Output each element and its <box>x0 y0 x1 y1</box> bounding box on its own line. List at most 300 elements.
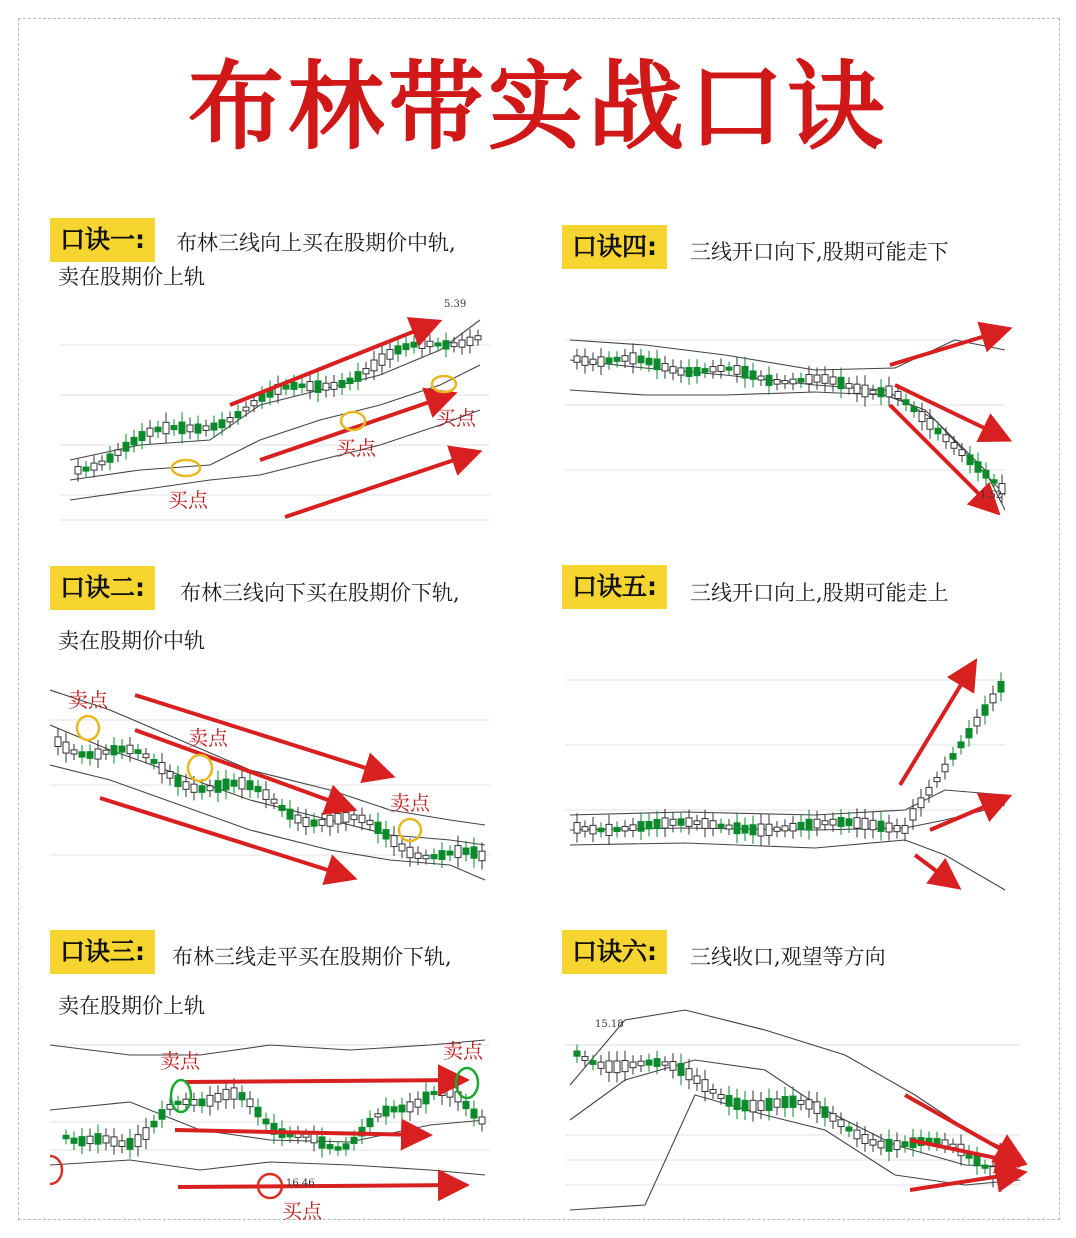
candle-body <box>99 461 105 465</box>
candle-body <box>343 813 349 823</box>
candle-body <box>475 336 481 340</box>
candle-body <box>782 1097 788 1108</box>
candle-body <box>247 781 253 790</box>
candle-body <box>894 1141 900 1150</box>
candle-body <box>670 819 676 825</box>
candle-body <box>927 418 933 429</box>
candle-body <box>630 353 636 364</box>
candle-body <box>710 1090 716 1094</box>
trend-arrow <box>900 665 973 785</box>
candle-body <box>395 346 401 354</box>
candle-body <box>383 830 389 839</box>
candle-body <box>239 778 245 789</box>
signal-label: 卖点 <box>188 726 228 750</box>
signal-label: 卖点 <box>160 1049 200 1073</box>
candle-body <box>299 384 305 387</box>
candle-body <box>427 341 433 346</box>
trend-arrow <box>230 323 435 405</box>
candle-body <box>614 827 620 831</box>
chart-3 <box>50 1030 500 1225</box>
candle-body <box>862 1135 868 1144</box>
trend-arrow <box>285 453 475 517</box>
candle-body <box>822 821 828 825</box>
candle-body <box>590 825 596 834</box>
candle-body <box>694 1076 700 1083</box>
candle-body <box>415 1099 421 1107</box>
section-3-line1: 布林三线走平买在股期价下轨, <box>172 945 452 969</box>
section-3-tag: 口诀三: <box>50 930 155 974</box>
candle-body <box>211 423 217 430</box>
candle-body <box>103 750 109 754</box>
candle-body <box>263 790 269 800</box>
candle-body <box>247 1099 253 1107</box>
candle-body <box>103 1136 109 1143</box>
candle-body <box>367 820 373 824</box>
candle-body <box>951 443 957 449</box>
candle-body <box>574 823 580 834</box>
candle-body <box>315 381 321 393</box>
candle-body <box>251 401 257 406</box>
candle-body <box>319 820 325 826</box>
candle-body <box>734 366 740 375</box>
candle-body <box>662 1062 668 1065</box>
candle-body <box>471 847 477 858</box>
candle-body <box>982 705 988 715</box>
candle-body <box>686 818 692 826</box>
candle-body <box>790 379 796 384</box>
candle-body <box>219 420 225 428</box>
candle-body <box>959 450 965 456</box>
candle-body <box>143 1128 149 1140</box>
signal-circle <box>432 376 456 392</box>
candle-body <box>718 824 724 827</box>
candle-body <box>447 1086 453 1097</box>
candle-body <box>638 356 644 363</box>
candle-body <box>878 1141 884 1148</box>
candle-body <box>710 367 716 372</box>
candle-body <box>107 454 113 462</box>
candle-body <box>862 818 868 829</box>
candle-body <box>419 339 425 348</box>
section-6-line1: 三线收口,观望等方向 <box>690 945 886 969</box>
candle-body <box>950 754 956 760</box>
candle-body <box>718 1095 724 1099</box>
candle-body <box>207 1095 213 1106</box>
candle-body <box>670 367 676 373</box>
signal-circle <box>188 755 212 781</box>
candle-body <box>718 365 724 371</box>
candle-body <box>798 378 804 382</box>
candle-body <box>638 1061 644 1066</box>
candle-body <box>135 750 141 754</box>
candle-body <box>638 822 644 832</box>
candle-body <box>726 825 732 829</box>
candle-body <box>686 368 692 377</box>
trend-arrow <box>185 1080 462 1082</box>
candle-body <box>407 847 413 857</box>
candle-body <box>463 1101 469 1108</box>
candle-body <box>215 781 221 793</box>
candle-body <box>351 815 357 820</box>
candle-body <box>55 737 61 747</box>
candle-body <box>622 356 628 362</box>
candle-body <box>479 851 485 861</box>
candle-body <box>71 1138 77 1143</box>
candle-body <box>171 426 177 430</box>
candle-body <box>167 772 173 779</box>
candle-body <box>331 382 337 389</box>
signal-label: 卖点 <box>443 1039 483 1063</box>
signal-circle <box>399 819 421 841</box>
candle-body <box>958 742 964 748</box>
candle-body <box>966 729 972 738</box>
candle-body <box>790 1096 796 1107</box>
candle-body <box>574 1051 580 1056</box>
candle-body <box>782 381 788 384</box>
candle-body <box>243 407 249 411</box>
candle-body <box>367 1118 373 1126</box>
candle-body <box>455 846 461 858</box>
candle-body <box>439 1085 445 1096</box>
candle-body <box>614 357 620 361</box>
candle-body <box>311 820 317 826</box>
candle-body <box>990 694 996 703</box>
candle-body <box>147 428 153 436</box>
candle-body <box>231 1088 237 1099</box>
candle-body <box>319 1137 325 1148</box>
candle-body <box>343 1144 349 1149</box>
candle-body <box>654 359 660 370</box>
candle-body <box>187 425 193 432</box>
candle-body <box>974 717 980 726</box>
signal-label: 买点 <box>282 1199 322 1223</box>
candle-body <box>415 853 421 858</box>
candle-body <box>111 746 117 755</box>
candle-body <box>678 368 684 375</box>
candle-body <box>87 752 93 759</box>
candle-body <box>447 851 453 855</box>
candle-body <box>910 809 916 820</box>
candle-body <box>231 780 237 786</box>
candle-body <box>207 786 213 791</box>
candle-body <box>814 819 820 828</box>
section-5-line1: 三线开口向上,股期可能走上 <box>690 581 949 605</box>
candle-body <box>131 437 137 444</box>
candle-body <box>766 1098 772 1110</box>
candle-body <box>758 376 764 380</box>
candle-body <box>838 377 844 388</box>
bollinger-line <box>50 765 485 880</box>
bollinger-line <box>570 840 1005 890</box>
candle-body <box>431 855 437 859</box>
candle-body <box>935 428 941 434</box>
chart-5 <box>565 650 1015 895</box>
candle-body <box>355 372 361 382</box>
signal-label: 卖点 <box>68 688 108 712</box>
page-title: 布林带实战口诀 <box>188 51 888 163</box>
candle-body <box>175 775 181 786</box>
candle-body <box>407 1102 413 1112</box>
price-label: 15.18 <box>595 1019 624 1030</box>
candle-body <box>830 377 836 384</box>
candle-body <box>391 1107 397 1112</box>
candle-body <box>870 1140 876 1145</box>
candle-body <box>590 359 596 364</box>
signal-circle <box>50 1156 62 1184</box>
candle-body <box>387 349 393 359</box>
signal-label: 买点 <box>436 406 476 430</box>
candle-body <box>646 1060 652 1065</box>
candle-body <box>750 825 756 835</box>
trend-arrow <box>135 695 388 775</box>
chart-1 <box>60 295 500 535</box>
candle-body <box>215 1093 221 1101</box>
candle-body <box>335 1147 341 1150</box>
candle-body <box>614 1061 620 1073</box>
candle-body <box>894 826 900 832</box>
candle-body <box>115 450 121 456</box>
candle-body <box>878 821 884 831</box>
candle-body <box>838 818 844 827</box>
candle-body <box>670 1061 676 1070</box>
price-label: 16.46 <box>286 1178 315 1189</box>
candle-body <box>287 809 293 819</box>
candle-body <box>902 826 908 834</box>
chart-4 <box>565 320 1015 515</box>
candle-body <box>363 368 369 373</box>
candle-body <box>870 820 876 829</box>
candle-body <box>983 470 989 478</box>
candle-body <box>151 760 157 764</box>
candle-body <box>203 426 209 431</box>
candle-body <box>375 1114 381 1117</box>
candle-body <box>822 1107 828 1118</box>
candle-body <box>151 1121 157 1127</box>
candle-body <box>119 746 125 752</box>
candle-body <box>774 1099 780 1107</box>
chart-2 <box>50 680 500 895</box>
candle-body <box>139 432 145 441</box>
candle-body <box>758 1101 764 1111</box>
candle-body <box>255 787 261 792</box>
candle-body <box>119 1141 125 1147</box>
candle-body <box>63 1135 69 1138</box>
candle-body <box>814 375 820 382</box>
candle-body <box>886 823 892 832</box>
candle-body <box>646 821 652 828</box>
candle-body <box>750 371 756 379</box>
candle-body <box>798 1100 804 1104</box>
candle-body <box>710 821 716 829</box>
candle-body <box>375 822 381 833</box>
candle-body <box>782 826 788 831</box>
candle-body <box>903 400 909 405</box>
candle-body <box>135 1135 141 1147</box>
candle-body <box>830 819 836 825</box>
section-1-line2: 卖在股期价上轨 <box>58 265 205 289</box>
candle-body <box>79 752 85 757</box>
signal-circle <box>171 1080 191 1112</box>
candle-body <box>431 1091 437 1094</box>
signal-label: 买点 <box>336 436 376 460</box>
trend-arrow <box>175 1130 425 1135</box>
candle-body <box>291 382 297 389</box>
candle-body <box>307 382 313 391</box>
candle-body <box>766 375 772 385</box>
trend-arrow <box>178 1185 462 1187</box>
candle-body <box>742 1100 748 1111</box>
candle-body <box>630 1062 636 1068</box>
candle-body <box>822 375 828 384</box>
section-6-tag: 口诀六: <box>562 930 667 974</box>
candle-body <box>199 786 205 793</box>
signal-circle <box>456 1068 478 1098</box>
candle-body <box>774 827 780 831</box>
candle-body <box>443 341 449 349</box>
signal-circle <box>172 460 200 476</box>
candle-body <box>750 1100 756 1112</box>
section-5-tag: 口诀五: <box>562 565 667 609</box>
candle-body <box>179 422 185 434</box>
candle-body <box>654 819 660 828</box>
section-2-tag: 口诀二: <box>50 566 155 610</box>
candle-body <box>742 825 748 833</box>
candle-body <box>582 827 588 831</box>
candle-body <box>403 344 409 350</box>
candle-body <box>726 367 732 370</box>
section-1-tag: 口诀一: <box>50 218 155 262</box>
candle-body <box>943 435 949 442</box>
signal-label: 买点 <box>168 488 208 512</box>
candle-body <box>662 364 668 371</box>
chart-6 <box>565 1005 1030 1220</box>
candle-body <box>662 818 668 828</box>
candle-body <box>974 1156 980 1166</box>
candle-body <box>862 385 868 397</box>
candle-body <box>598 357 604 366</box>
candle-body <box>766 824 772 835</box>
candle-body <box>111 1137 117 1146</box>
candle-body <box>846 819 852 826</box>
candle-body <box>790 823 796 831</box>
trend-arrow <box>890 330 1005 365</box>
candle-body <box>263 1119 269 1124</box>
candle-body <box>846 384 852 389</box>
candle-body <box>911 407 917 411</box>
price-label: 1.52 <box>980 490 1003 501</box>
candle-body <box>227 418 233 422</box>
candle-body <box>846 1127 852 1131</box>
candle-body <box>311 1134 317 1143</box>
candle-body <box>678 819 684 825</box>
candle-body <box>998 682 1004 693</box>
candle-body <box>159 762 165 773</box>
candle-body <box>886 1139 892 1151</box>
candle-body <box>726 1095 732 1106</box>
candle-body <box>339 380 345 387</box>
candle-body <box>975 462 981 472</box>
section-3-line2: 卖在股期价上轨 <box>58 994 205 1018</box>
candle-body <box>702 819 708 829</box>
candle-body <box>854 818 860 829</box>
candle-body <box>87 1136 93 1143</box>
candle-body <box>95 1134 101 1145</box>
candle-body <box>806 819 812 830</box>
candle-body <box>798 822 804 829</box>
candle-body <box>654 1059 660 1067</box>
signal-label: 卖点 <box>390 791 430 815</box>
candle-body <box>435 343 441 346</box>
candle-body <box>279 805 285 810</box>
candle-body <box>91 463 97 470</box>
candle-body <box>606 358 612 363</box>
candle-body <box>934 778 940 782</box>
candle-body <box>622 1060 628 1071</box>
candle-body <box>295 815 301 823</box>
candle-body <box>694 821 700 825</box>
bollinger-line <box>570 790 1005 815</box>
candle-body <box>371 360 377 371</box>
candle-body <box>854 1130 860 1139</box>
candle-body <box>582 1057 588 1061</box>
section-2-line2: 卖在股期价中轨 <box>58 629 205 653</box>
candle-body <box>71 750 77 754</box>
bollinger-line <box>70 365 480 480</box>
candle-body <box>127 745 133 753</box>
candle-body <box>351 1137 357 1143</box>
candle-body <box>347 378 353 383</box>
candle-body <box>598 1062 604 1068</box>
candle-body <box>399 844 405 851</box>
candle-body <box>223 1089 229 1099</box>
candle-body <box>582 357 588 366</box>
candle-body <box>702 369 708 373</box>
candle-body <box>123 442 129 451</box>
candle-body <box>942 764 948 772</box>
candle-body <box>678 1064 684 1076</box>
candle-body <box>646 358 652 365</box>
candle-body <box>590 1061 596 1065</box>
candle-body <box>235 412 241 418</box>
candle-body <box>459 340 465 347</box>
candle-body <box>878 388 884 397</box>
candle-body <box>239 1093 245 1100</box>
candle-body <box>758 824 764 836</box>
candle-body <box>694 367 700 375</box>
candle-body <box>163 422 169 433</box>
candle-body <box>606 824 612 835</box>
candle-body <box>814 1102 820 1114</box>
candle-body <box>383 1106 389 1116</box>
candle-body <box>327 815 333 826</box>
candle-body <box>399 1105 405 1112</box>
candle-body <box>411 342 417 347</box>
candle-body <box>838 1120 844 1127</box>
candle-body <box>895 391 901 398</box>
candle-body <box>255 1107 261 1117</box>
trend-arrow <box>100 798 350 877</box>
candle-body <box>734 823 740 834</box>
candle-body <box>183 782 189 790</box>
candle-body <box>854 384 860 393</box>
section-1-line1: 布林三线向上买在股期价中轨, <box>176 231 456 255</box>
candle-body <box>391 836 397 847</box>
candle-body <box>702 1080 708 1092</box>
candle-body <box>742 366 748 378</box>
candle-body <box>143 754 149 758</box>
candle-body <box>622 826 628 831</box>
candle-body <box>471 1109 477 1118</box>
